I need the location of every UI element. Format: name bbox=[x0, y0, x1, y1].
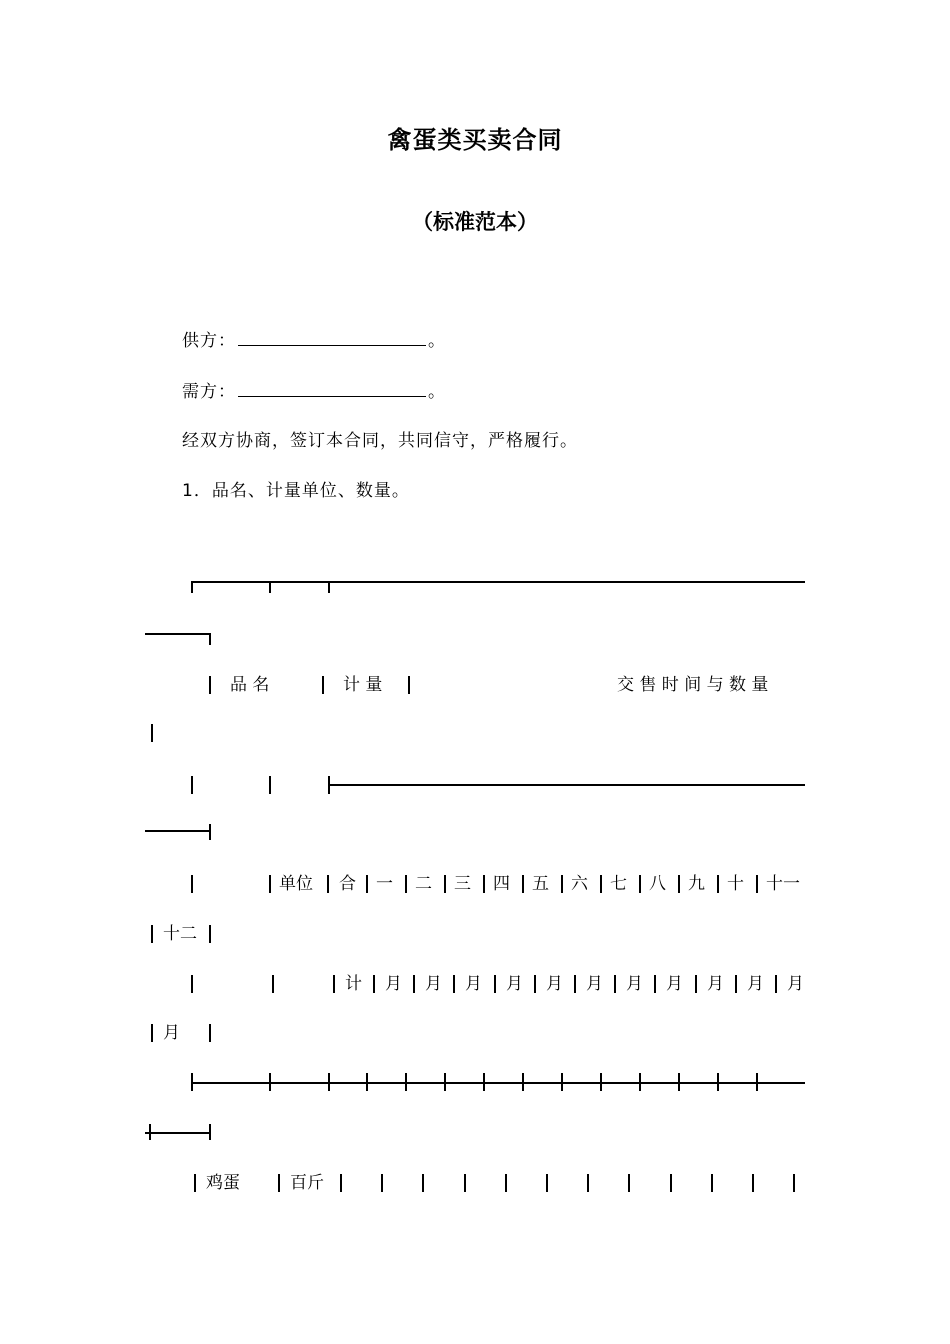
table-tick bbox=[444, 1073, 446, 1091]
month-4-bottom: 月 bbox=[506, 974, 523, 994]
table-vbar bbox=[194, 1174, 196, 1192]
table-tick bbox=[717, 1073, 719, 1091]
supplier-label: 供方： bbox=[182, 331, 236, 351]
month-5-bottom: 月 bbox=[546, 974, 563, 994]
document-title: 禽蛋类买卖合同 bbox=[387, 126, 563, 154]
month-7-bottom: 月 bbox=[626, 974, 643, 994]
table-tick bbox=[328, 1073, 330, 1091]
table-vbar bbox=[574, 975, 576, 993]
table-vbar bbox=[413, 975, 415, 993]
supplier-blank[interactable] bbox=[238, 331, 426, 346]
table-vbar bbox=[654, 975, 656, 993]
table-vbar bbox=[561, 875, 563, 893]
month-4-top: 四 bbox=[493, 874, 510, 894]
intro-paragraph: 经双方协商，签订本合同，共同信守，严格履行。 bbox=[182, 431, 578, 451]
month-3-bottom: 月 bbox=[465, 974, 482, 994]
table-top-border bbox=[191, 581, 805, 583]
header-unit-sub: 单位 bbox=[279, 874, 313, 894]
table-corner-right bbox=[209, 633, 211, 645]
month-9-bottom: 月 bbox=[707, 974, 724, 994]
month-6-top: 六 bbox=[571, 874, 588, 894]
table-vbar bbox=[322, 676, 324, 694]
table-vbar bbox=[522, 875, 524, 893]
table-vbar bbox=[614, 975, 616, 993]
row-product-name: 鸡蛋 bbox=[206, 1173, 240, 1193]
table-subheader-rule-wrap bbox=[145, 830, 211, 832]
header-total-top: 合 bbox=[339, 874, 356, 894]
header-delivery: 交 售 时 间 与 数 量 bbox=[617, 675, 769, 695]
table-cell-divider bbox=[340, 1174, 342, 1192]
table-vbar bbox=[444, 875, 446, 893]
table-tick bbox=[269, 581, 271, 593]
table-cell-divider bbox=[793, 1174, 795, 1192]
table-tick bbox=[756, 1073, 758, 1091]
month-12-bottom: 月 bbox=[163, 1023, 180, 1043]
table-top-border-wrap bbox=[145, 633, 211, 635]
table-tick bbox=[269, 1073, 271, 1091]
table-header-bottom-rule bbox=[191, 1082, 805, 1084]
table-vbar bbox=[151, 724, 153, 742]
table-vbar bbox=[272, 975, 274, 993]
table-corner-left bbox=[191, 581, 193, 593]
table-header-bottom-rule-wrap bbox=[145, 1132, 211, 1134]
table-vbar bbox=[209, 1024, 211, 1042]
table-tick bbox=[639, 1073, 641, 1091]
buyer-line-end: 。 bbox=[428, 382, 446, 402]
table-vbar bbox=[735, 975, 737, 993]
table-cell-divider bbox=[422, 1174, 424, 1192]
table-vbar bbox=[695, 975, 697, 993]
table-vbar bbox=[327, 875, 329, 893]
clause-1-heading: 1．品名、计量单位、数量。 bbox=[182, 481, 410, 501]
table-cell-divider bbox=[752, 1174, 754, 1192]
table-vbar bbox=[191, 975, 193, 993]
month-1-top: 一 bbox=[376, 874, 393, 894]
table-tick bbox=[366, 1073, 368, 1091]
table-cell-divider bbox=[505, 1174, 507, 1192]
table-tick bbox=[209, 824, 211, 840]
month-1-bottom: 月 bbox=[385, 974, 402, 994]
month-7-top: 七 bbox=[610, 874, 627, 894]
table-subheader-rule bbox=[328, 784, 805, 786]
month-5-top: 五 bbox=[532, 874, 549, 894]
table-vbar bbox=[191, 875, 193, 893]
table-tick bbox=[209, 1124, 211, 1140]
month-10-bottom: 月 bbox=[747, 974, 764, 994]
table-vbar bbox=[717, 875, 719, 893]
table-tick bbox=[149, 1124, 151, 1140]
table-cell-divider bbox=[711, 1174, 713, 1192]
table-vbar bbox=[494, 975, 496, 993]
table-vbar bbox=[453, 975, 455, 993]
table-vbar bbox=[534, 975, 536, 993]
table-vbar bbox=[373, 975, 375, 993]
table-vbar bbox=[151, 1024, 153, 1042]
month-12-top: 十二 bbox=[163, 924, 197, 944]
table-vbar bbox=[278, 1174, 280, 1192]
month-2-top: 二 bbox=[415, 874, 432, 894]
buyer-label: 需方： bbox=[182, 382, 236, 402]
table-cell-divider bbox=[670, 1174, 672, 1192]
month-3-top: 三 bbox=[454, 874, 471, 894]
table-tick bbox=[600, 1073, 602, 1091]
table-vbar bbox=[151, 925, 153, 943]
table-vbar bbox=[209, 925, 211, 943]
table-cell-divider bbox=[546, 1174, 548, 1192]
month-11-top: 十一 bbox=[766, 874, 800, 894]
table-tick bbox=[483, 1073, 485, 1091]
header-unit: 计 量 bbox=[343, 675, 383, 695]
month-6-bottom: 月 bbox=[586, 974, 603, 994]
table-tick bbox=[561, 1073, 563, 1091]
table-vbar bbox=[209, 676, 211, 694]
table-tick bbox=[678, 1073, 680, 1091]
table-cell-divider bbox=[587, 1174, 589, 1192]
table-vbar bbox=[366, 875, 368, 893]
table-vbar bbox=[269, 776, 271, 794]
month-9-top: 九 bbox=[688, 874, 705, 894]
table-vbar bbox=[600, 875, 602, 893]
month-8-bottom: 月 bbox=[666, 974, 683, 994]
supplier-line-end: 。 bbox=[428, 331, 446, 351]
month-2-bottom: 月 bbox=[425, 974, 442, 994]
document-subtitle: （标准范本） bbox=[412, 210, 538, 234]
table-vbar bbox=[639, 875, 641, 893]
table-vbar bbox=[269, 875, 271, 893]
table-vbar bbox=[333, 975, 335, 993]
table-vbar bbox=[483, 875, 485, 893]
table-vbar bbox=[678, 875, 680, 893]
supplier-line bbox=[182, 326, 446, 351]
table-tick bbox=[405, 1073, 407, 1091]
table-vbar bbox=[408, 676, 410, 694]
header-name: 品 名 bbox=[230, 675, 270, 695]
buyer-line bbox=[182, 377, 446, 402]
buyer-blank[interactable] bbox=[238, 382, 426, 397]
table-vbar bbox=[191, 776, 193, 794]
table-tick bbox=[522, 1073, 524, 1091]
month-8-top: 八 bbox=[649, 874, 666, 894]
table-cell-divider bbox=[381, 1174, 383, 1192]
month-10-top: 十 bbox=[727, 874, 744, 894]
table-cell-divider bbox=[464, 1174, 466, 1192]
table-vbar bbox=[405, 875, 407, 893]
table-vbar bbox=[756, 875, 758, 893]
header-total-bottom: 计 bbox=[345, 974, 362, 994]
row-unit: 百斤 bbox=[290, 1173, 324, 1193]
table-tick bbox=[328, 581, 330, 593]
table-vbar bbox=[775, 975, 777, 993]
month-11-bottom: 月 bbox=[787, 974, 804, 994]
table-cell-divider bbox=[628, 1174, 630, 1192]
